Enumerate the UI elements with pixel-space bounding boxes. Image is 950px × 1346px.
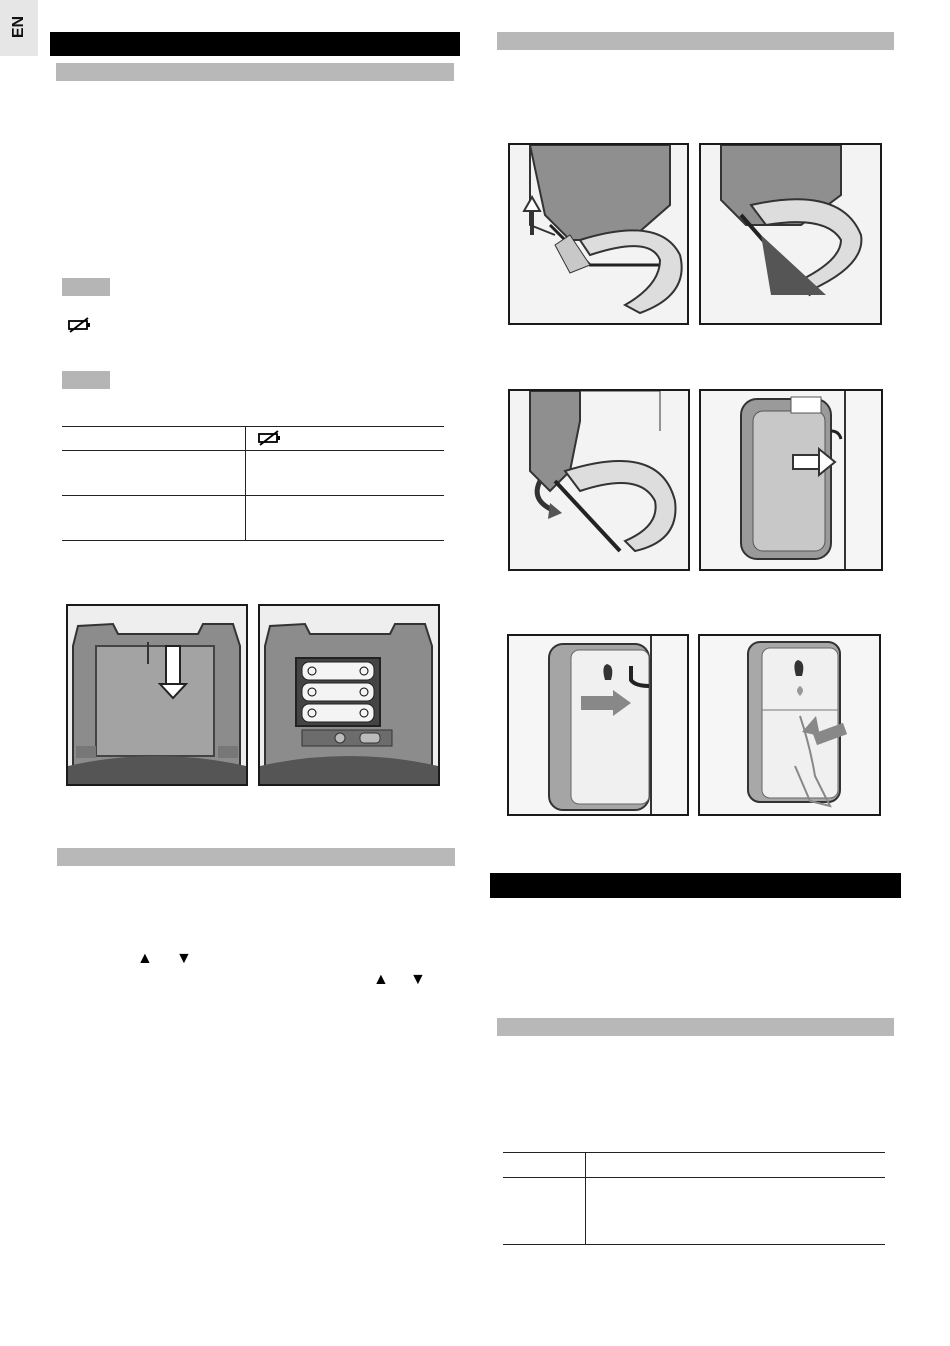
- right-table-rule-bottom: [503, 1244, 885, 1245]
- wall-mount-hook-figure: [507, 634, 689, 816]
- battery-low-icon: [66, 317, 94, 333]
- stand-folded-figure: [699, 389, 883, 571]
- table-rule-top: [62, 426, 444, 427]
- language-tab: [0, 0, 38, 56]
- subsection-header-bar-2: [57, 848, 455, 866]
- battery-cover-figure: [66, 604, 248, 786]
- subsection-header-bar-4: [497, 1018, 894, 1036]
- note-label-box-2: [62, 371, 110, 389]
- right-table-column-divider: [585, 1152, 586, 1244]
- note-label-box: [62, 278, 110, 296]
- arrow-up-icon: ▲: [137, 950, 153, 967]
- stand-release-figure: [508, 143, 689, 325]
- table-rule-2: [62, 495, 444, 496]
- batteries-inserted-figure: [258, 604, 440, 786]
- language-label: EN: [10, 15, 27, 39]
- right-table-rule-1: [503, 1177, 885, 1178]
- arrow-up-icon-2: ▲: [373, 971, 389, 988]
- table-battery-low-icon: [256, 430, 284, 446]
- right-table-rule-top: [503, 1152, 885, 1153]
- table-rule-bottom: [62, 540, 444, 541]
- stand-rotate-figure: [508, 389, 690, 571]
- stand-open-figure: [699, 143, 882, 325]
- table-rule-1: [62, 450, 444, 451]
- subsection-header-bar: [56, 63, 454, 81]
- wall-mount-stand-figure: [698, 634, 881, 816]
- arrow-down-icon-2: ▼: [410, 971, 426, 988]
- section-header-bar: [50, 32, 460, 56]
- section-header-bar-2: [490, 873, 901, 898]
- table-column-divider: [245, 426, 246, 540]
- arrow-down-icon: ▼: [176, 950, 192, 967]
- subsection-header-bar-3: [497, 32, 894, 50]
